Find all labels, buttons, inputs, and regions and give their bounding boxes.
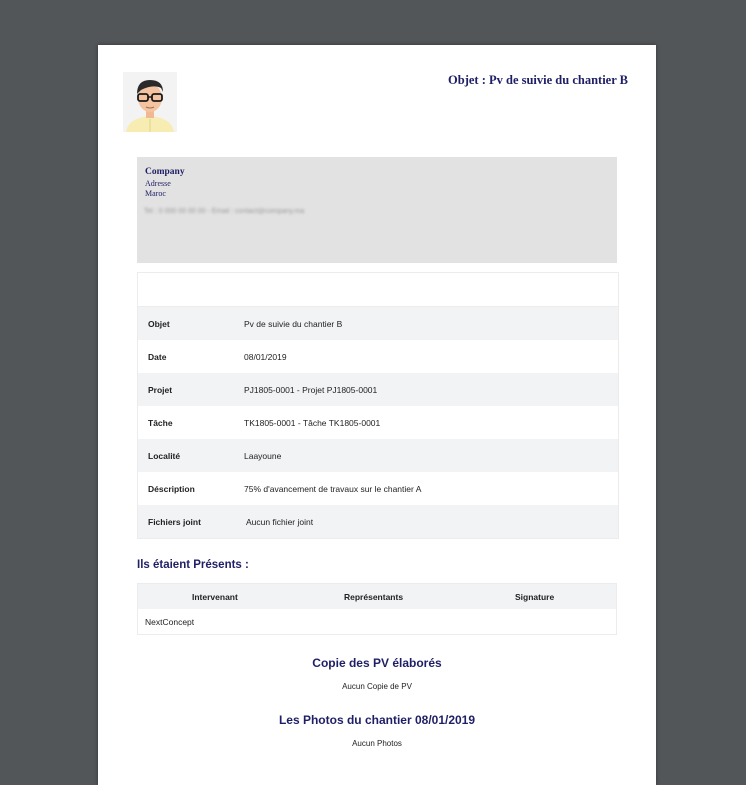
document-title: Objet : Pv de suivie du chantier B: [448, 73, 628, 87]
column-header-intervenant: Intervenant: [192, 592, 238, 602]
document-page: [98, 45, 656, 785]
details-row: [138, 373, 618, 406]
details-value: Laayoune: [244, 450, 282, 461]
column-header-signature: Signature: [515, 592, 555, 602]
details-row: [138, 505, 618, 538]
intervenant-cell: NextConcept: [145, 617, 195, 627]
details-row: [138, 472, 618, 505]
details-label: Projet: [148, 384, 173, 395]
details-value: 75% d'avancement de travaux sur le chantier A: [244, 483, 422, 494]
copies-title: Copie des PV élaborés: [312, 656, 442, 670]
copies-empty-text: Aucun Copie de PV: [342, 682, 412, 691]
details-label: Objet: [148, 318, 170, 329]
details-value: Aucun fichier joint: [246, 516, 314, 527]
details-label: Tâche: [148, 417, 173, 428]
details-table: [137, 272, 619, 539]
avatar: [123, 72, 177, 132]
details-label: Déscription: [148, 483, 195, 494]
details-row: [138, 439, 618, 472]
user-avatar-icon: [123, 72, 177, 132]
photos-empty-text: Aucun Photos: [352, 739, 402, 748]
details-value: PJ1805-0001 - Projet PJ1805-0001: [244, 384, 378, 395]
presents-table: [137, 583, 617, 635]
details-value: 08/01/2019: [244, 351, 287, 362]
company-country: Maroc: [145, 189, 166, 198]
column-header-representants: Représentants: [344, 592, 404, 602]
details-row: [138, 307, 618, 340]
details-label: Fichiers joint: [148, 516, 201, 527]
table-row: [138, 609, 616, 634]
company-contact-blurred: Tel : 0 000 00 00 00 - Email : contact@company.ma: [144, 208, 305, 215]
company-block: [137, 157, 617, 263]
company-name: Company: [145, 167, 185, 177]
details-value: TK1805-0001 - Tâche TK1805-0001: [244, 417, 381, 428]
details-table-header: [138, 273, 618, 307]
company-address: Adresse: [145, 179, 171, 188]
details-row: [138, 340, 618, 373]
details-value: Pv de suivie du chantier B: [244, 318, 343, 329]
photos-title: Les Photos du chantier 08/01/2019: [278, 713, 476, 727]
details-row: [138, 406, 618, 439]
presents-table-header: [138, 584, 616, 609]
details-label: Date: [148, 351, 167, 362]
presents-title: Ils étaient Présents :: [137, 559, 249, 571]
details-label: Localité: [148, 450, 181, 461]
